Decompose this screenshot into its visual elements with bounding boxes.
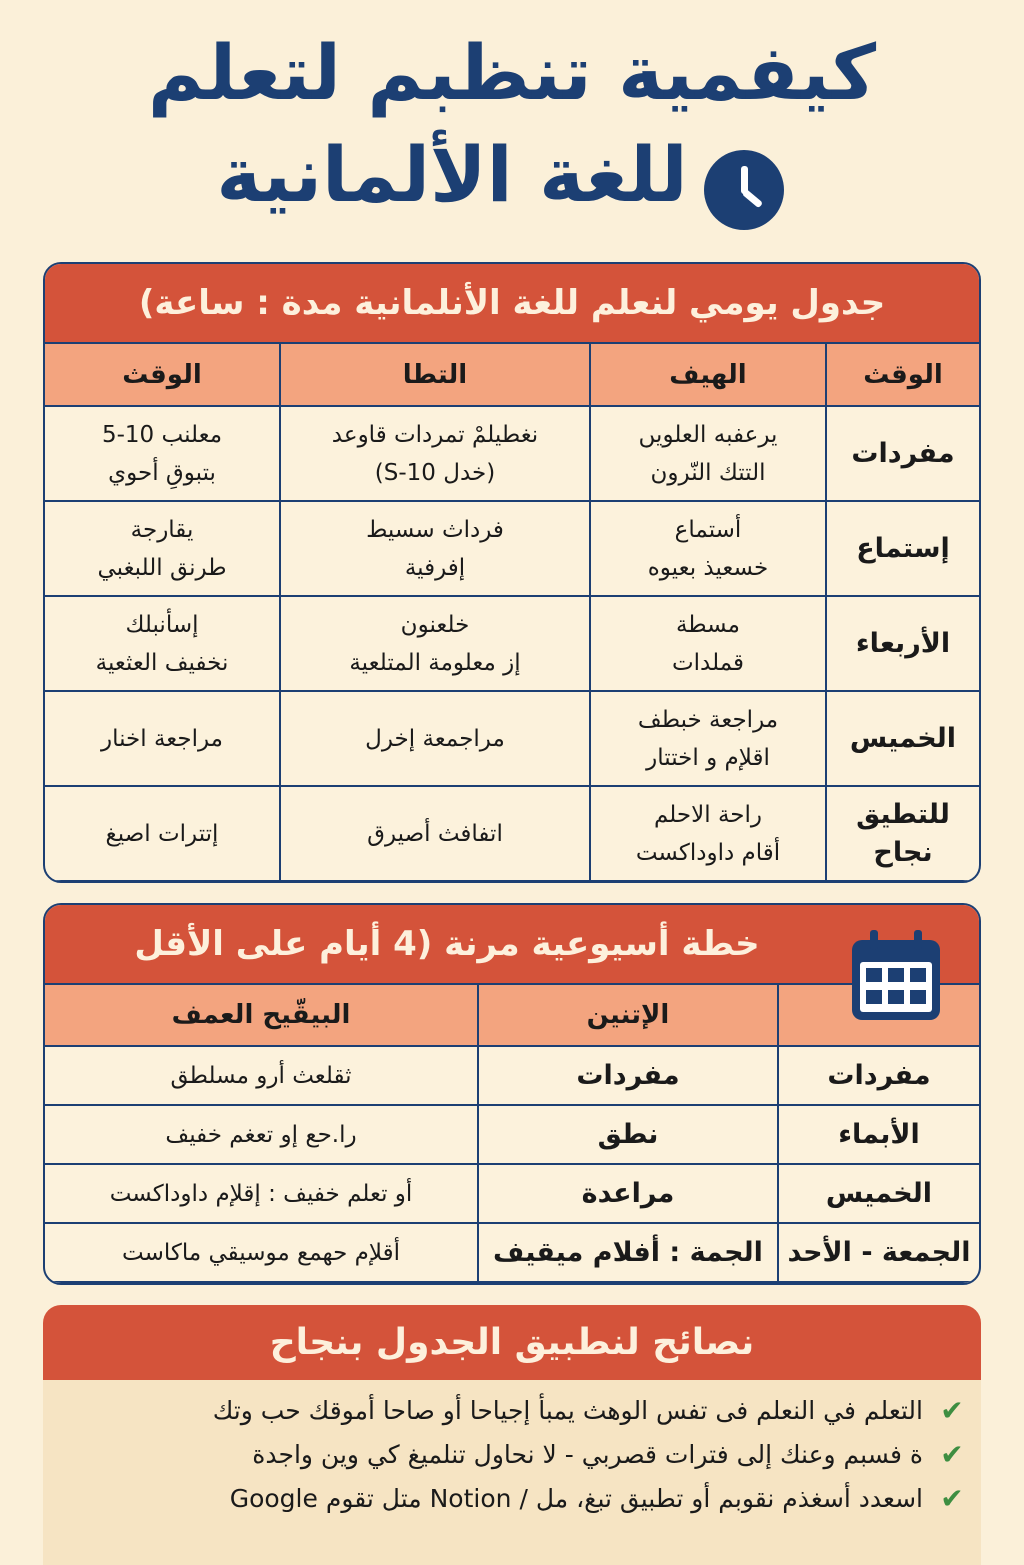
weekly-plan-table <box>45 983 979 1283</box>
row-label: الجمعة - الأحد <box>778 1223 979 1282</box>
header-cell: الوقث <box>826 343 979 406</box>
table-cell: نطق <box>478 1105 778 1164</box>
table-cell: ثقلعث أرو مسلطق <box>45 1046 478 1105</box>
row-label: الخميس <box>826 691 979 786</box>
page-title-line1: كيفمية تنظبم لتعلم <box>147 28 877 117</box>
table-cell: الجمة : أفلام ميقيف <box>478 1223 778 1282</box>
tips-heading: نصائح لنطبيق الجدول بنجاح <box>43 1305 981 1380</box>
header-cell: الوقث <box>45 343 280 406</box>
table-header-row <box>45 984 979 1046</box>
table-cell: فرداث سسيط إفرفية <box>280 501 590 596</box>
header-cell: الإتنين <box>478 984 778 1046</box>
table-cell: يقارجة طرنق اللبغبي <box>45 501 280 596</box>
table-row <box>45 1105 979 1164</box>
check-icon: ✔ <box>940 1393 964 1427</box>
check-icon: ✔ <box>940 1437 964 1471</box>
table-cell: مفردات <box>478 1046 778 1105</box>
table-row <box>45 1164 979 1223</box>
weekly-plan-card <box>43 903 981 1285</box>
row-label: الأبماء <box>778 1105 979 1164</box>
page-title-line2: للغة الألمانية <box>216 130 688 219</box>
table-cell: مراعدة <box>478 1164 778 1223</box>
row-label: الأربعاء <box>826 596 979 691</box>
tip-text: التعلم في النعلم فى تفس الوهث يمبأ إجياحا أو صاحا أموقك حب وتك <box>212 1395 923 1425</box>
table-cell: مراجعة اخنار <box>45 691 280 786</box>
tip-text: اسعدد أسغذم نقوبم أو تطبيق تبغ، مل / Notion متل تقوم Google <box>229 1483 923 1513</box>
row-label: إستماع <box>826 501 979 596</box>
clock-icon <box>704 150 784 230</box>
table-cell: نغطيلمْ تمردات قاوعد (خدل 10-S) <box>280 406 590 501</box>
row-label: الخميس <box>778 1164 979 1223</box>
daily-schedule-card <box>43 262 981 883</box>
table-row <box>45 501 979 596</box>
row-label: للتطيق نجاح <box>826 786 979 881</box>
table-cell: أقلإم حهمع موسيقي ماكاست <box>45 1223 478 1282</box>
daily-schedule-heading: جدول يومي لنعلم للغة الأنلمانية مدة : ساعة) <box>45 264 979 342</box>
table-row <box>45 406 979 501</box>
table-cell: معلنب 10-5 بتبوقِ أحوي <box>45 406 280 501</box>
tip-item <box>43 1432 981 1476</box>
tip-item <box>43 1476 981 1520</box>
table-cell: مراجمعة إخرل <box>280 691 590 786</box>
tips-section <box>43 1305 981 1565</box>
row-label: مفردات <box>826 406 979 501</box>
header-cell: البيقّيح العمف <box>45 984 478 1046</box>
table-row <box>45 691 979 786</box>
calendar-icon <box>848 928 944 1024</box>
table-row <box>45 1046 979 1105</box>
row-label: مفردات <box>778 1046 979 1105</box>
check-icon: ✔ <box>940 1481 964 1515</box>
daily-schedule-table <box>45 342 979 882</box>
table-cell: إسأنبلك نخفيف العثعية <box>45 596 280 691</box>
tip-item <box>43 1388 981 1432</box>
table-row <box>45 1223 979 1282</box>
table-cell: مراجعة خبطف اقلإم و اختتار <box>590 691 826 786</box>
table-row <box>45 596 979 691</box>
table-cell: خلعنون إز معلومة المتلعية <box>280 596 590 691</box>
table-header-row <box>45 343 979 406</box>
table-cell: أو تعلم خفيف : إقلإم داوداكست <box>45 1164 478 1223</box>
table-cell: را.حع إو تعغم خفيف <box>45 1105 478 1164</box>
weekly-plan-heading: خطة أسيوعية مرنة (4 أيام على الأقل <box>45 905 979 983</box>
tip-text: ة فسبم وعنك إلى فترات قصربي - لا نحاول تنلميغ كي وين واجدة <box>252 1439 923 1469</box>
table-cell: أستماع خسعيذ بعيوه <box>590 501 826 596</box>
table-cell: راحة الاحلم أقام داوداكست <box>590 786 826 881</box>
table-cell: إتترات اصيغ <box>45 786 280 881</box>
table-cell: اتفافث أصيرق <box>280 786 590 881</box>
table-cell: مسطة قملدات <box>590 596 826 691</box>
header-cell: الهيف <box>590 343 826 406</box>
header-cell: التطا <box>280 343 590 406</box>
table-cell: يرعفبه العلويں التتك النّرون <box>590 406 826 501</box>
table-row <box>45 786 979 881</box>
